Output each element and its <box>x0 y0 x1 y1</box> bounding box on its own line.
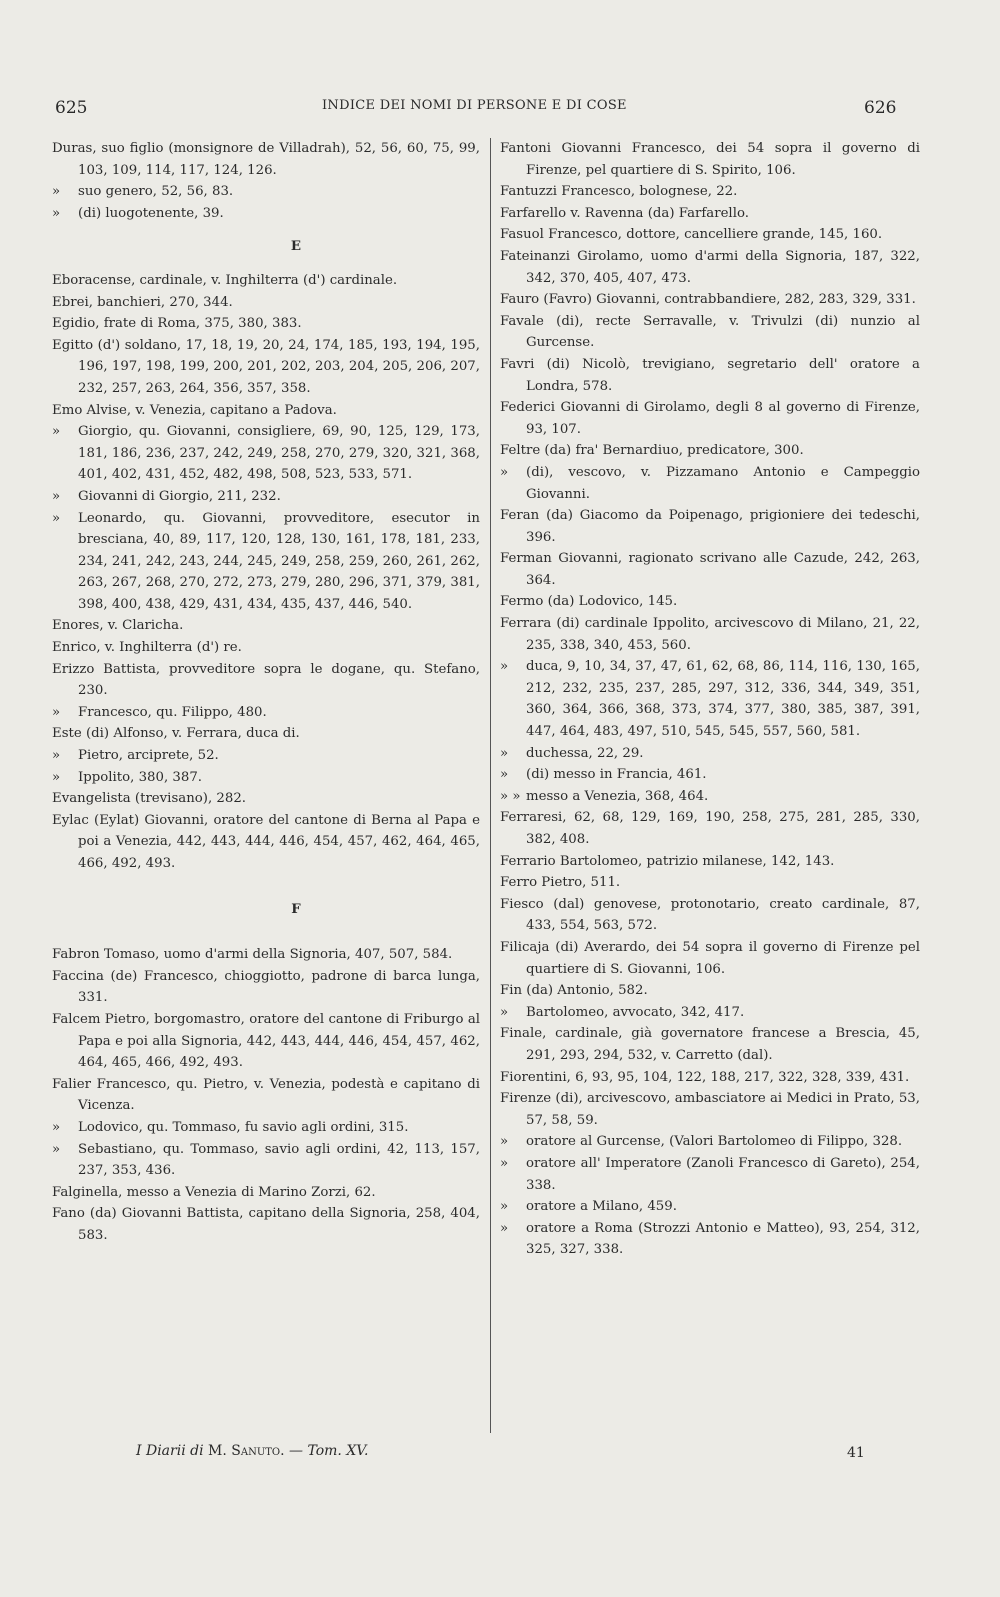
ditto-mark: » » <box>500 788 521 804</box>
index-entry: Egitto (d') soldano, 17, 18, 19, 20, 24, 174, 185, 193, 194, 195, 196, 197, 198, 199, 200, 201, 202, 203, 204, 205, 206, 207, 232, 257, 263, 264, 356, 357, 358. <box>52 337 480 396</box>
subentry-text: Ippolito, 380, 387. <box>78 769 203 785</box>
index-entry: Finale, cardinale, già governatore francese a Brescia, 45, 291, 293, 294, 532, v. Carretto (dal). <box>500 1026 920 1063</box>
ditto-mark: » <box>500 1004 509 1020</box>
subentry-text: (di) luogotenente, 39. <box>78 205 224 221</box>
index-entry: Fiesco (dal) genovese, protonotario, creato cardinale, 87, 433, 554, 563, 572. <box>500 896 920 934</box>
index-subentry <box>500 462 920 505</box>
subentry-text: oratore a Milano, 459. <box>526 1199 677 1215</box>
index-subentry <box>500 1196 920 1218</box>
index-entry: Filicaja (di) Averardo, dei 54 sopra il governo di Firenze pel quartiere di S. Giovanni, 106. <box>500 939 920 977</box>
index-subentry <box>500 743 920 765</box>
left-page-number: 625 <box>55 98 88 118</box>
index-entry: Falcem Pietro, borgomastro, oratore del cantone di Friburgo al Papa e poi alla Signoria, 442, 443, 444, 446, 454, 457, 462, 464, 465, 466, 492, 493. <box>52 1011 480 1071</box>
index-entry: Eboracense, cardinale, v. Inghilterra (d') cardinale. <box>52 272 398 288</box>
footer-author: M. Sanuto. <box>208 1443 285 1459</box>
index-entry: Este (di) Alfonso, v. Ferrara, duca di. <box>52 726 300 742</box>
index-entry: Federici Giovanni di Girolamo, degli 8 al governo di Firenze, 93, 107. <box>500 400 920 437</box>
ditto-mark: » <box>500 745 509 761</box>
signature-number: 41 <box>847 1445 865 1461</box>
section-letter: E <box>290 239 302 255</box>
footer-title-part: I Diarii di <box>136 1443 204 1459</box>
left-column <box>52 138 480 1247</box>
index-entry: Enrico, v. Inghilterra (d') re. <box>52 640 242 656</box>
ditto-mark: » <box>52 205 61 221</box>
index-entry: Ebrei, banchieri, 270, 344. <box>52 294 233 310</box>
footer-volume: — Tom. XV. <box>289 1443 369 1459</box>
index-subentry <box>500 786 920 808</box>
subentry-text: Lodovico, qu. Tommaso, fu savio agli ordini, 315. <box>78 1119 409 1135</box>
index-subentry <box>52 745 480 767</box>
index-entry: Feran (da) Giacomo da Poipenago, prigioniere dei tedeschi, 396. <box>500 508 920 545</box>
ditto-mark: » <box>52 769 61 785</box>
index-entry: Ferro Pietro, 511. <box>500 875 621 891</box>
running-title: INDICE DEI NOMI DI PERSONE E DI COSE <box>322 98 627 113</box>
index-entry: Favale (di), recte Serravalle, v. Trivulzi (di) nunzio al Gurcense. <box>500 313 920 351</box>
ditto-mark: » <box>52 184 61 200</box>
ditto-mark: » <box>500 767 509 783</box>
ditto-mark: » <box>52 704 61 720</box>
ditto-mark: » <box>500 464 509 480</box>
subentry-text: oratore al Gurcense, (Valori Bartolomeo di Filippo, 328. <box>526 1134 903 1150</box>
subentry-text: Sebastiano, qu. Tommaso, savio agli ordini, 42, 113, 157, 237, 353, 436. <box>78 1141 480 1179</box>
index-entry: Favri (di) Nicolò, trevigiano, segretario dell' oratore a Londra, 578. <box>500 356 920 394</box>
index-subentry <box>500 1002 920 1024</box>
index-subentry <box>52 767 480 789</box>
running-header <box>0 98 1000 122</box>
index-entry: Erizzo Battista, provveditore sopra le dogane, qu. Stefano, 230. <box>52 661 480 699</box>
subentry-text: oratore all' Imperatore (Zanoli Francesco di Gareto), 254, 338. <box>526 1155 920 1193</box>
index-entry: Evangelista (trevisano), 282. <box>52 791 247 807</box>
right-column <box>500 138 920 1261</box>
subentry-text: duca, 9, 10, 34, 37, 47, 61, 62, 68, 86, 114, 116, 130, 165, 212, 232, 235, 237, 285, 297, 312, 336, 344, 349, 351, 360, 364, 366, 368, 373, 374, 377, 380, 385, 387, 391, 447, 464, 483, 497, 510, 545, 545, 557, 560, 581. <box>526 659 920 740</box>
index-entry: Ferrario Bartolomeo, patrizio milanese, 142, 143. <box>500 853 835 869</box>
index-entry: Duras, suo figlio (monsignore de Villadrah), 52, 56, 60, 75, 99, 103, 109, 114, 117, 124, 126. <box>52 141 480 178</box>
index-entry: Egidio, frate di Roma, 375, 380, 383. <box>52 316 302 332</box>
index-entry: Ferraresi, 62, 68, 129, 169, 190, 258, 275, 281, 285, 330, 382, 408. <box>500 810 920 847</box>
index-entry: Eylac (Eylat) Giovanni, oratore del cantone di Berna al Papa e poi a Venezia, 442, 443, 444, 446, 454, 457, 462, 464, 465, 466, 492, 493. <box>52 812 480 871</box>
index-entry: Fano (da) Giovanni Battista, capitano della Signoria, 258, 404, 583. <box>52 1206 480 1243</box>
index-entry: Enores, v. Claricha. <box>52 618 184 634</box>
subentry-text: suo genero, 52, 56, 83. <box>78 184 234 200</box>
ditto-mark: » <box>500 1134 509 1150</box>
subentry-text: Giorgio, qu. Giovanni, consigliere, 69, 90, 125, 129, 173, 181, 186, 236, 237, 242, 249, 258, 270, 279, 320, 321, 368, 401, 402, 431, 452, 482, 498, 508, 523, 533, 571. <box>78 424 480 483</box>
subentry-text: messo a Venezia, 368, 464. <box>526 788 709 804</box>
ditto-mark: » <box>52 510 61 526</box>
index-subentry <box>52 1117 480 1139</box>
ditto-mark: » <box>52 1141 61 1157</box>
index-subentry <box>52 486 480 508</box>
index-entry: Emo Alvise, v. Venezia, capitano a Padova. <box>52 402 337 418</box>
index-entry: Ferman Giovanni, ragionato scrivano alle Cazude, 242, 263, 364. <box>500 551 920 588</box>
index-subentry <box>500 656 920 742</box>
index-subentry <box>52 1139 480 1182</box>
ditto-mark: » <box>52 424 61 440</box>
index-entry: Fiorentini, 6, 93, 95, 104, 122, 188, 217, 322, 328, 339, 431. <box>500 1069 910 1085</box>
index-subentry <box>500 1153 920 1196</box>
ditto-mark: » <box>52 1119 61 1135</box>
subentry-text: Leonardo, qu. Giovanni, provveditore, esecutor in bresciana, 40, 89, 117, 120, 128, 130, 161, 178, 181, 233, 234, 241, 242, 243, 244, 245, 249, 258, 259, 260, 261, 262, 263, 267, 268, 270, 272, 273, 279, 280, 296, 371, 379, 381, 398, 400, 438, 429, 431, 434, 435, 437, 446, 540. <box>78 510 480 612</box>
index-entry: Fin (da) Antonio, 582. <box>500 983 648 999</box>
ditto-mark: » <box>52 488 61 504</box>
section-letter: F <box>291 901 301 917</box>
index-subentry <box>52 421 480 486</box>
index-entry: Fasuol Francesco, dottore, cancelliere grande, 145, 160. <box>500 227 883 243</box>
ditto-mark: » <box>500 1155 509 1171</box>
subentry-text: duchessa, 22, 29. <box>526 745 644 761</box>
index-subentry <box>52 508 480 616</box>
index-subentry <box>52 181 480 203</box>
index-entry: Ferrara (di) cardinale Ippolito, arcivescovo di Milano, 21, 22, 235, 338, 340, 453, 560. <box>500 616 920 653</box>
subentry-text: Pietro, arciprete, 52. <box>78 748 219 764</box>
ditto-mark: » <box>500 1220 509 1236</box>
subentry-text: Giovanni di Giorgio, 211, 232. <box>78 488 281 504</box>
subentry-text: (di), vescovo, v. Pizzamano Antonio e Campeggio Giovanni. <box>526 464 920 502</box>
index-entry: Feltre (da) fra' Bernardiuo, predicatore, 300. <box>500 443 804 459</box>
index-entry: Fantuzzi Francesco, bolognese, 22. <box>500 184 738 200</box>
column-rule <box>490 138 491 1433</box>
index-subentry <box>500 1131 920 1153</box>
index-entry: Fermo (da) Lodovico, 145. <box>500 594 678 610</box>
index-subentry <box>52 203 480 225</box>
index-subentry <box>52 702 480 724</box>
index-entry: Fauro (Favro) Giovanni, contrabbandiere, 282, 283, 329, 331. <box>500 292 916 308</box>
subentry-text: (di) messo in Francia, 461. <box>526 767 707 783</box>
right-page-number: 626 <box>864 98 897 118</box>
ditto-mark: » <box>52 748 61 764</box>
index-subentry <box>500 1218 920 1261</box>
footer-title <box>136 1443 368 1459</box>
subentry-text: Francesco, qu. Filippo, 480. <box>78 704 267 720</box>
ditto-mark: » <box>500 659 509 675</box>
index-entry: Falier Francesco, qu. Pietro, v. Venezia, podestà e capitano di Vicenza. <box>52 1076 480 1114</box>
index-entry: Fateinanzi Girolamo, uomo d'armi della Signoria, 187, 322, 342, 370, 405, 407, 473. <box>500 248 920 286</box>
index-entry: Fabron Tomaso, uomo d'armi della Signoria, 407, 507, 584. <box>52 947 453 963</box>
index-entry: Farfarello v. Ravenna (da) Farfarello. <box>500 205 749 221</box>
index-entry: Falginella, messo a Venezia di Marino Zorzi, 62. <box>52 1184 376 1200</box>
subentry-text: oratore a Roma (Strozzi Antonio e Matteo), 93, 254, 312, 325, 327, 338. <box>526 1220 920 1258</box>
subentry-text: Bartolomeo, avvocato, 342, 417. <box>526 1004 745 1020</box>
index-subentry <box>500 764 920 786</box>
ditto-mark: » <box>500 1199 509 1215</box>
index-entry: Firenze (di), arcivescovo, ambasciatore ai Medici in Prato, 53, 57, 58, 59. <box>500 1091 920 1128</box>
index-entry: Faccina (de) Francesco, chioggiotto, padrone di barca lunga, 331. <box>52 968 480 1006</box>
index-entry: Fantoni Giovanni Francesco, dei 54 sopra il governo di Firenze, pel quartiere di S. Spirito, 106. <box>500 141 920 178</box>
